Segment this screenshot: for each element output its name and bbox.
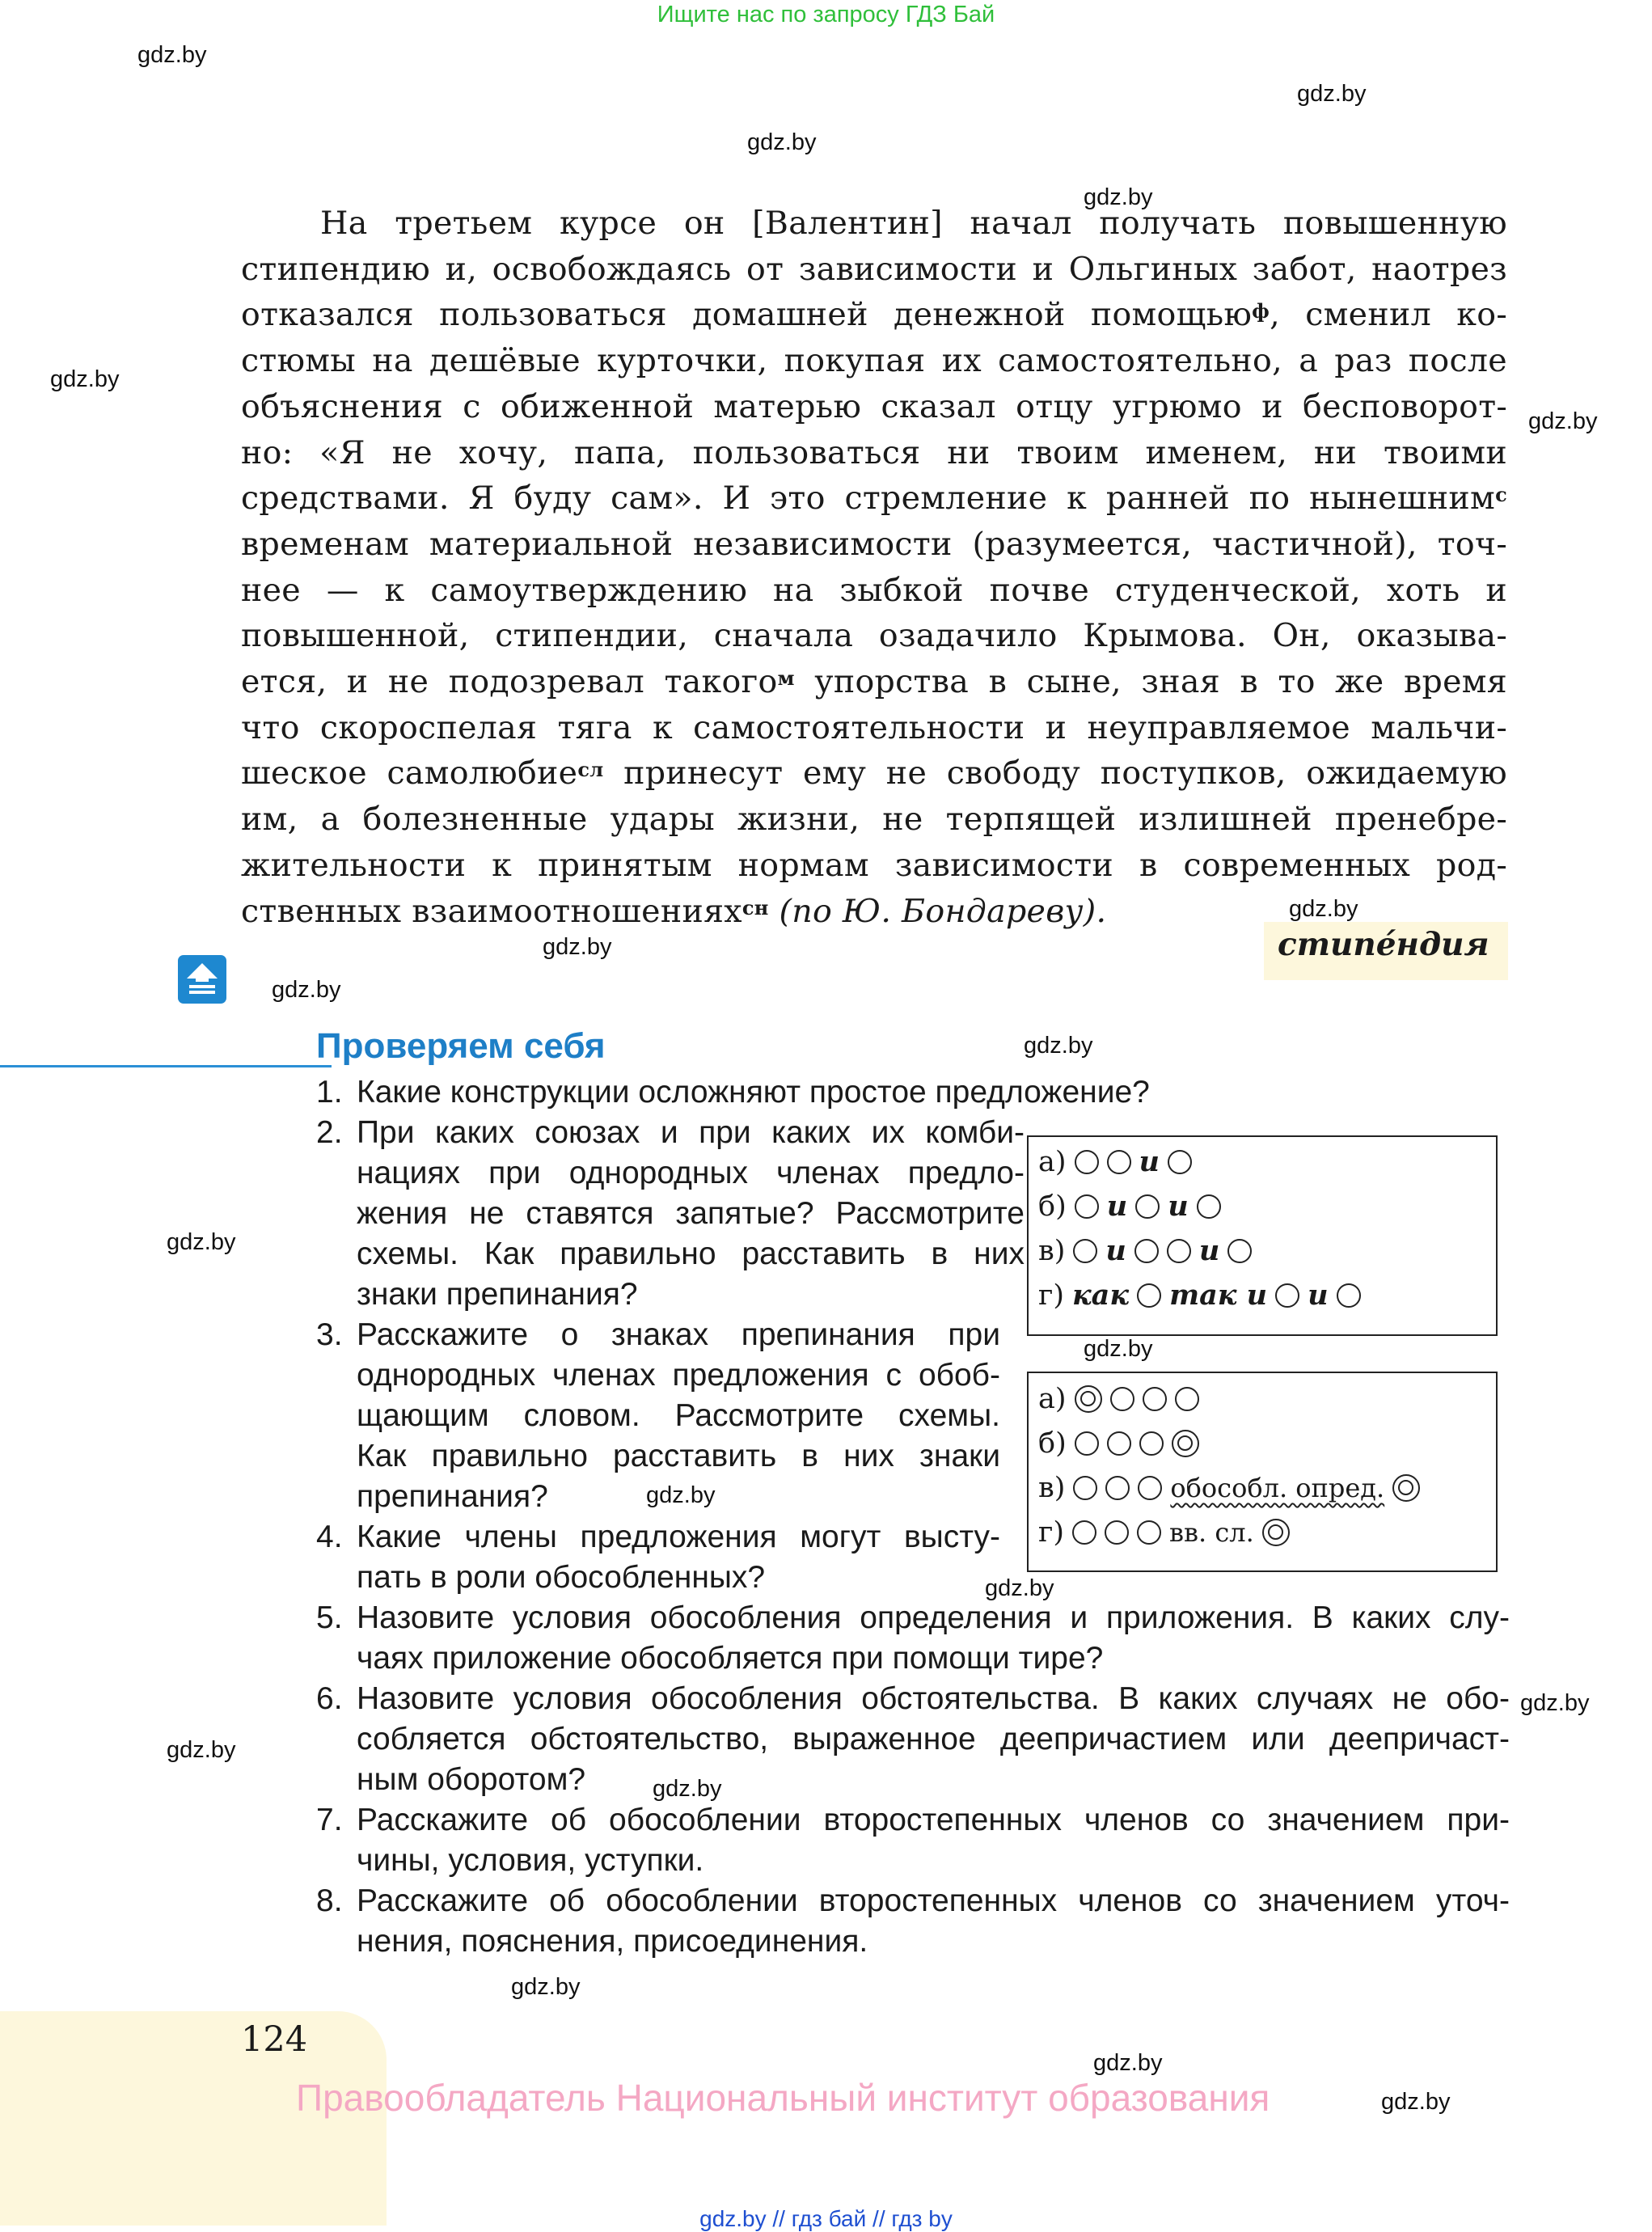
- circle-icon: [1139, 1431, 1164, 1456]
- circle-icon: [1275, 1283, 1299, 1308]
- text-line: повышенной, стипендии, сначала озадачило Крымова. Он, оказыва-: [241, 617, 1507, 655]
- mark-sl: сл: [577, 758, 604, 782]
- double-circle-icon: [1172, 1430, 1199, 1457]
- schema-row-a: [1038, 1383, 1199, 1415]
- conjunction: и: [1198, 1234, 1220, 1267]
- copyright-notice: Правообладатель Национальный институт образования: [296, 2077, 1270, 2119]
- text-line: что скороспелая тяга к самостоятельности и неуправляемое мальчи-: [241, 708, 1507, 746]
- question-number: 1.: [316, 1075, 343, 1110]
- circle-icon: [1072, 1520, 1096, 1545]
- question-line: Какие конструкции осложняют простое предложение?: [357, 1075, 1150, 1110]
- circle-icon: [1138, 1476, 1162, 1500]
- section-title: Проверяем себя: [316, 1026, 606, 1066]
- conjunction: и: [1105, 1234, 1126, 1267]
- question-number: 4.: [316, 1520, 343, 1554]
- upload-icon: [178, 955, 226, 1004]
- question-line: Как правильно расставить в них знаки: [357, 1439, 1000, 1473]
- vocab-word: стипе́ндия: [1278, 926, 1489, 963]
- question-line: чаях приложение обособляется при помощи тире?: [357, 1641, 1104, 1676]
- question-number: 7.: [316, 1803, 343, 1837]
- schema-label: г): [1038, 1516, 1064, 1549]
- mark-m: м: [777, 666, 795, 691]
- schema-term: обособл. опред.: [1170, 1473, 1385, 1503]
- circle-icon: [1137, 1520, 1161, 1545]
- text-line: ственных взаимоотношениях$^{сн}$ (по Ю. Бондареву).: [241, 892, 1107, 930]
- circle-icon: [1143, 1387, 1167, 1411]
- schema-term: вв. сл.: [1169, 1517, 1254, 1548]
- question-line: Расскажите об обособлении второстепенных членов со значением при-: [357, 1803, 1510, 1837]
- main-paragraph: [241, 201, 1507, 934]
- mark-f: ф: [1252, 299, 1270, 323]
- schema-label: в): [1038, 1472, 1066, 1504]
- text-line: жительности к принятым нормам зависимости в современных род-: [241, 846, 1507, 884]
- watermark: gdz.by: [1093, 2050, 1163, 2076]
- conjunction: как: [1072, 1279, 1130, 1312]
- schema-box-conjunctions: [1027, 1135, 1498, 1336]
- schema-label: г): [1038, 1279, 1064, 1312]
- schema-label: а): [1038, 1383, 1067, 1415]
- circle-icon: [1227, 1239, 1252, 1263]
- conjunction: и: [1308, 1279, 1329, 1312]
- schema-row-b: [1038, 1427, 1199, 1460]
- circle-icon: [1073, 1476, 1097, 1500]
- watermark: gdz.by: [167, 1229, 236, 1255]
- bottom-links[interactable]: gdz.by // гдз бай // гдз by: [699, 2206, 953, 2231]
- schema-row-v: [1038, 1234, 1252, 1267]
- schema-row-g: [1038, 1516, 1290, 1549]
- text-line: стипендию и, освобождаясь от зависимости и Ольгиных забот, наотрез: [241, 250, 1507, 288]
- circle-icon: [1107, 1150, 1131, 1174]
- circle-icon: [1197, 1194, 1221, 1219]
- schema-row-a: [1038, 1145, 1192, 1178]
- question-line: Расскажите об обособлении второстепенных членов со значением уточ-: [357, 1883, 1510, 1918]
- text-line: стюмы на дешёвые курточки, покупая их самостоятельно, а раз после: [241, 342, 1507, 380]
- circle-icon: [1175, 1387, 1199, 1411]
- schema-label: б): [1038, 1190, 1067, 1223]
- circle-icon: [1107, 1431, 1131, 1456]
- double-circle-icon: [1392, 1474, 1420, 1502]
- double-circle-icon: [1262, 1519, 1290, 1546]
- watermark: gdz.by: [137, 42, 207, 68]
- text-line: временам материальной независимости (разумеется, частичной), точ-: [241, 525, 1507, 563]
- question-number: 6.: [316, 1681, 343, 1716]
- text-line: шеское самолюбие$^{сл}$ принесут ему не свободу поступков, ожидаемую: [241, 755, 1507, 793]
- question-number: 3.: [316, 1317, 343, 1352]
- question-line: нения, пояснения, присоединения.: [357, 1924, 868, 1959]
- watermark: gdz.by: [272, 977, 341, 1003]
- watermark: gdz.by: [543, 934, 612, 960]
- question-line: Назовите условия обособления определения и приложения. В каких слу-: [357, 1600, 1510, 1635]
- circle-icon: [1167, 1239, 1191, 1263]
- text-line: но: «Я не хочу, папа, пользоваться ни твоим именем, ни твоими: [241, 433, 1507, 471]
- circle-icon: [1110, 1387, 1134, 1411]
- watermark: gdz.by: [511, 1974, 581, 2000]
- watermark: gdz.by: [747, 129, 817, 155]
- page-number: 124: [241, 2019, 308, 2060]
- question-number: 8.: [316, 1883, 343, 1918]
- schema-box-generalizing-word: [1027, 1372, 1498, 1572]
- section-rule: [0, 1065, 332, 1067]
- circle-icon: [1105, 1476, 1130, 1500]
- watermark: gdz.by: [985, 1575, 1054, 1601]
- double-circle-icon: [1075, 1385, 1102, 1413]
- conjunction: и: [1139, 1145, 1160, 1178]
- question-line: жения не ставятся запятые? Рассмотрите: [357, 1196, 1025, 1231]
- circle-icon: [1134, 1239, 1159, 1263]
- schema-row-b: [1038, 1190, 1221, 1223]
- question-line: Назовите условия обособления обстоятельства. В каких случаях не обо-: [357, 1681, 1510, 1716]
- watermark: gdz.by: [1381, 2089, 1451, 2115]
- circle-icon: [1075, 1431, 1099, 1456]
- question-line: щающим словом. Рассмотрите схемы.: [357, 1398, 1000, 1433]
- schema-label: в): [1038, 1234, 1066, 1267]
- question-line: Какие члены предложения могут высту-: [357, 1520, 1000, 1554]
- top-banner[interactable]: Ищите нас по запросу ГДЗ Бай: [657, 2, 995, 27]
- question-line: ным оборотом?: [357, 1762, 586, 1797]
- question-line: Расскажите о знаках препинания при: [357, 1317, 1000, 1352]
- watermark: gdz.by: [653, 1776, 722, 1802]
- question-line: чины, условия, уступки.: [357, 1843, 704, 1878]
- question-number: 5.: [316, 1600, 343, 1635]
- question-line: При каких союзах и при каких их комби-: [357, 1115, 1025, 1150]
- watermark: gdz.by: [1528, 408, 1598, 434]
- circle-icon: [1075, 1194, 1099, 1219]
- circle-icon: [1073, 1239, 1097, 1263]
- text-line: нее — к самоутверждению на зыбкой почве студенческой, хоть и: [241, 571, 1507, 609]
- mark-sn: сн: [741, 895, 769, 919]
- text-line: На третьем курсе он [Валентин] начал получать повышенную: [320, 205, 1507, 242]
- circle-icon: [1137, 1283, 1161, 1308]
- watermark: gdz.by: [1024, 1033, 1093, 1059]
- question-line: препинания?: [357, 1479, 548, 1514]
- watermark: gdz.by: [1289, 896, 1358, 922]
- conjunction: и: [1106, 1190, 1128, 1223]
- circle-icon: [1075, 1150, 1099, 1174]
- text-line: средствами. Я буду сам». И это стремление к ранней по нынешним$^с$: [241, 480, 1507, 518]
- question-line: собляется обстоятельство, выраженное деепричастием или деепричаст-: [357, 1722, 1510, 1756]
- text-line: им, а болезненные удары жизни, не терпящей излишней пренебре-: [241, 801, 1507, 839]
- circle-icon: [1105, 1520, 1129, 1545]
- watermark: gdz.by: [50, 366, 120, 392]
- circle-icon: [1168, 1150, 1192, 1174]
- question-line: однородных членах предложения с обоб-: [357, 1358, 1000, 1393]
- schema-row-v: [1038, 1472, 1420, 1504]
- text-line: объяснения с обиженной матерью сказал отцу угрюмо и бесповорот-: [241, 387, 1507, 425]
- watermark: gdz.by: [167, 1737, 236, 1763]
- conjunction: так и: [1169, 1279, 1268, 1312]
- text-line: отказался пользоваться домашней денежной помощью$^ф$, сменил ко-: [241, 296, 1507, 334]
- watermark: gdz.by: [1084, 184, 1153, 210]
- question-line: пать в роли обособленных?: [357, 1560, 766, 1595]
- question-line: нациях при однородных членах предло-: [357, 1156, 1025, 1190]
- watermark: gdz.by: [646, 1482, 716, 1508]
- question-line: схемы. Как правильно расставить в них: [357, 1236, 1025, 1271]
- schema-label: а): [1038, 1145, 1067, 1178]
- question-number: 2.: [316, 1115, 343, 1150]
- text-line: ется, и не подозревал такого$^м$ упорства в сыне, зная в то же время: [241, 663, 1507, 701]
- question-line: знаки препинания?: [357, 1277, 638, 1312]
- circle-icon: [1337, 1283, 1361, 1308]
- schema-row-g: [1038, 1279, 1361, 1312]
- mark-s: с: [1495, 483, 1507, 507]
- watermark: gdz.by: [1084, 1336, 1153, 1362]
- conjunction: и: [1168, 1190, 1189, 1223]
- watermark: gdz.by: [1520, 1690, 1590, 1716]
- watermark: gdz.by: [1297, 81, 1367, 107]
- schema-label: б): [1038, 1427, 1067, 1460]
- source-attribution: (по Ю. Бондареву).: [779, 892, 1107, 930]
- circle-icon: [1135, 1194, 1160, 1219]
